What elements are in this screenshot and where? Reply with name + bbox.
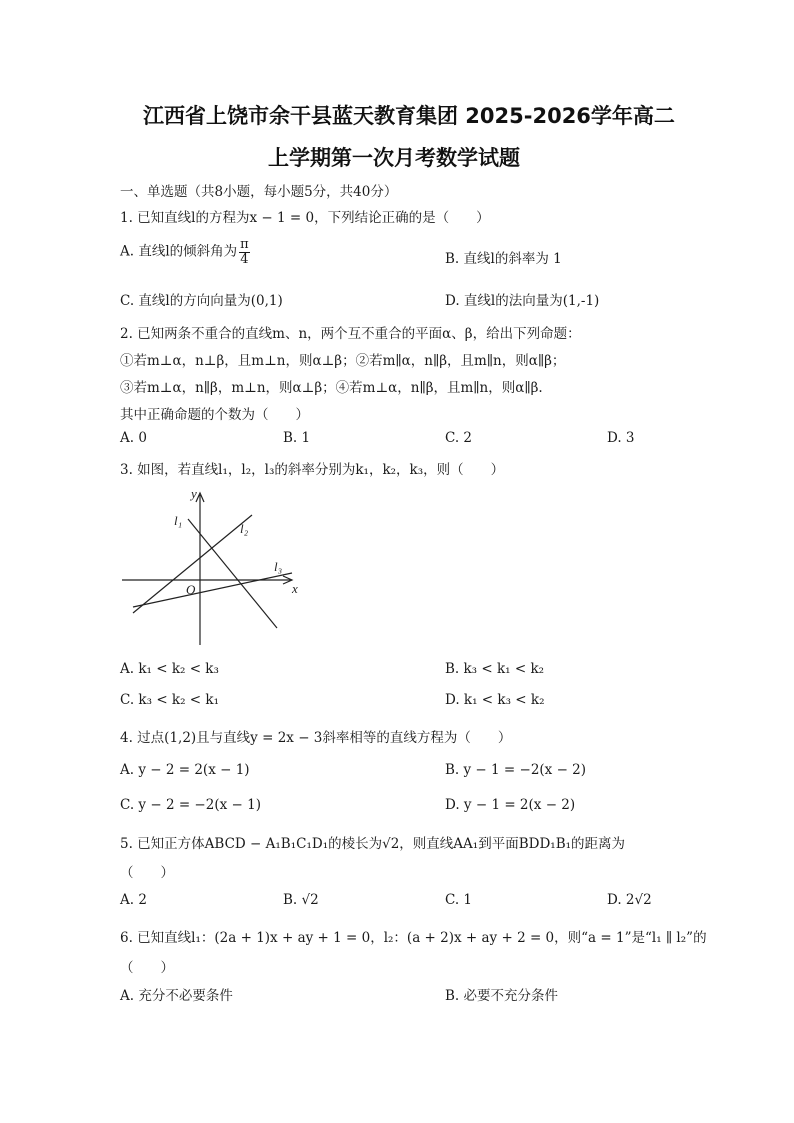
q6-answer-paren: （ ） bbox=[120, 960, 174, 976]
q4-option-a: A. y − 2 = 2(x − 1) bbox=[120, 762, 250, 778]
q1-option-a bbox=[120, 238, 252, 266]
q2-proposition-1-2: ①若m⊥α，n⊥β，且m⊥n，则α⊥β；②若m∥α，n∥β，且m∥n，则α∥β； bbox=[120, 353, 566, 369]
fraction-numerator: π bbox=[240, 237, 249, 252]
fraction-denominator: 4 bbox=[240, 251, 249, 267]
title-line-2: 上学期第一次月考数学试题 bbox=[268, 146, 520, 170]
line-l1 bbox=[188, 519, 277, 628]
q4-option-b: B. y − 1 = −2(x − 2) bbox=[445, 762, 587, 778]
q1-option-b: B. 直线l的斜率为 1 bbox=[445, 251, 562, 267]
q5-option-d: D. 2√2 bbox=[607, 892, 652, 908]
q2-option-d: D. 3 bbox=[607, 430, 635, 446]
q3-line-graph bbox=[120, 485, 320, 650]
q3-option-d: D. k₁ < k₃ < k₂ bbox=[445, 692, 545, 708]
title-line-1: 江西省上饶市余干县蓝天教育集团 2025-2026学年高二 bbox=[143, 104, 675, 128]
q5-answer-paren: （ ） bbox=[120, 865, 174, 881]
l3-label: l₃ bbox=[274, 559, 283, 574]
q5-option-b: B. √2 bbox=[283, 892, 319, 908]
q3-option-a: A. k₁ < k₂ < k₃ bbox=[120, 661, 219, 677]
q1-option-a-fraction bbox=[239, 238, 250, 266]
q2-question: 其中正确命题的个数为（ ） bbox=[120, 407, 309, 423]
q6-option-b: B. 必要不充分条件 bbox=[445, 988, 559, 1004]
q6-stem: 6. 已知直线l₁：(2a + 1)x + ay + 1 = 0，l₂：(a + 2)x + ay + 2 = 0，则“a = 1”是“l₁ ∥ l₂”的 bbox=[120, 930, 707, 946]
q5-option-a: A. 2 bbox=[120, 892, 147, 908]
q2-proposition-3-4: ③若m⊥α，n∥β，m⊥n，则α⊥β；④若m⊥α，n∥β，且m∥n，则α∥β. bbox=[120, 380, 543, 396]
line-l2 bbox=[133, 515, 252, 613]
y-axis-label: y bbox=[191, 486, 197, 501]
section-heading: 一、单选题（共8小题，每小题5分，共40分） bbox=[120, 184, 398, 200]
q4-option-d: D. y − 1 = 2(x − 2) bbox=[445, 797, 576, 813]
q1-option-a-text: A. 直线l的倾斜角为 bbox=[120, 243, 238, 260]
l2-label: l₂ bbox=[240, 521, 249, 536]
q2-option-c: C. 2 bbox=[445, 430, 473, 446]
q3-option-b: B. k₃ < k₁ < k₂ bbox=[445, 661, 545, 677]
q5-stem: 5. 已知正方体ABCD − A₁B₁C₁D₁的棱长为√2，则直线AA₁到平面BDD₁B₁的距离为 bbox=[120, 836, 626, 852]
line-l3 bbox=[133, 573, 292, 607]
q2-stem: 2. 已知两条不重合的直线m、n，两个互不重合的平面α、β，给出下列命题： bbox=[120, 326, 581, 342]
q2-option-a: A. 0 bbox=[120, 430, 147, 446]
x-axis-label: x bbox=[292, 581, 298, 596]
q1-stem: 1. 已知直线l的方程为x − 1 = 0，下列结论正确的是（ ） bbox=[120, 210, 490, 226]
q2-option-b: B. 1 bbox=[283, 430, 311, 446]
q3-option-c: C. k₃ < k₂ < k₁ bbox=[120, 692, 219, 708]
q5-option-c: C. 1 bbox=[445, 892, 473, 908]
q6-option-a: A. 充分不必要条件 bbox=[120, 988, 233, 1004]
q3-stem: 3. 如图，若直线l₁，l₂，l₃的斜率分别为k₁，k₂，k₃，则（ ） bbox=[120, 462, 505, 478]
l1-label: l₁ bbox=[174, 513, 183, 528]
origin-label: O bbox=[186, 582, 196, 597]
q1-option-c: C. 直线l的方向向量为(0,1) bbox=[120, 293, 283, 309]
q4-stem: 4. 过点(1,2)且与直线y = 2x − 3斜率相等的直线方程为（ ） bbox=[120, 730, 512, 746]
q1-option-d: D. 直线l的法向量为(1,‑1) bbox=[445, 293, 600, 309]
q4-option-c: C. y − 2 = −2(x − 1) bbox=[120, 797, 261, 813]
